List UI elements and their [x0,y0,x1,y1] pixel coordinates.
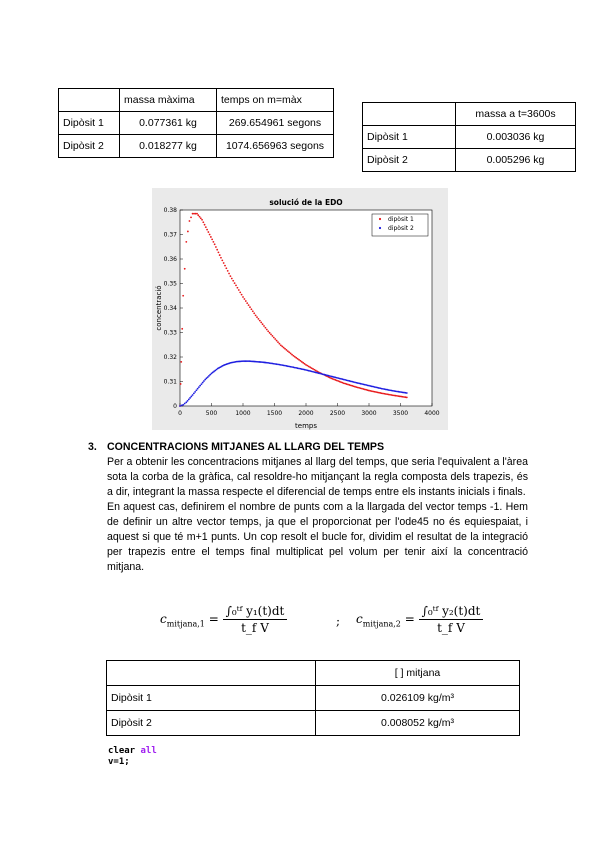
data-point-1 [221,260,223,262]
data-point-1 [205,226,207,228]
data-point-1 [232,280,234,282]
data-point-1 [212,241,214,243]
section-heading [88,440,528,455]
data-point-2 [406,392,408,394]
table-header-row [363,103,576,126]
data-point-2 [192,394,194,396]
data-point-1 [206,229,208,231]
header-cell: temps on m=màx [217,89,334,112]
edo-solution-chart [152,188,448,430]
y-tick-label: 0.32 [163,354,177,361]
formula-symbol: c [160,612,167,626]
data-point-1 [251,308,253,310]
data-point-1 [239,291,241,293]
table-header-row [59,89,334,112]
data-point-1 [288,351,290,353]
data-point-1 [185,241,187,243]
chart-plot-area [180,210,432,406]
table-mass-at-3600 [362,102,576,172]
data-point-1 [263,325,265,327]
formula-fraction [419,604,484,635]
data-point-1 [252,310,254,312]
cell-value: 0.005296 kg [456,149,576,172]
table-max-mass [58,88,334,158]
data-point-2 [201,383,203,385]
data-point-1 [249,306,251,308]
data-point-1 [256,316,258,318]
data-point-1 [199,216,201,218]
row-label: Dipòsit 1 [59,112,120,135]
data-point-2 [189,397,191,399]
row-label: Dipòsit 1 [107,686,316,711]
code-keyword: clear [108,746,136,756]
row-label: Dipòsit 1 [363,126,456,149]
y-tick-label: 0.35 [163,280,177,288]
x-tick-label: 1500 [266,410,283,417]
y-tick-label: 0.33 [163,329,177,337]
data-point-2 [182,404,184,406]
data-point-1 [227,270,229,272]
x-tick-label: 1000 [235,410,251,417]
y-tick-label: 0 [173,403,177,410]
data-point-1 [265,327,267,329]
data-point-1 [286,349,288,351]
data-point-1 [180,383,182,385]
data-point-1 [180,361,182,363]
data-point-1 [224,265,226,267]
data-point-1 [223,262,225,264]
table-header-row [107,661,520,686]
data-point-1 [210,236,212,238]
table-row [107,711,520,736]
data-point-1 [284,348,286,350]
data-point-1 [197,214,199,216]
header-cell [107,661,316,686]
data-point-1 [225,267,227,269]
data-point-1 [281,346,283,348]
formula-subscript: mitjana,1 [166,619,205,629]
data-point-1 [241,294,243,296]
section-number: 3. [88,441,97,453]
code-argument: all [140,746,157,756]
x-tick-label: 3000 [361,410,377,417]
header-cell [363,103,456,126]
x-tick-label: 0 [178,410,182,417]
data-point-2 [194,391,196,393]
cell-value: 0.008052 kg/m³ [316,711,520,736]
row-label: Dipòsit 2 [363,149,456,172]
table-row [107,686,520,711]
data-point-2 [193,393,195,395]
data-point-1 [207,231,209,233]
data-point-2 [199,385,201,387]
data-point-1 [201,219,203,221]
data-point-1 [270,333,272,335]
chart-title: solució de la EDO [269,198,343,207]
data-point-1 [245,300,247,302]
data-point-1 [291,354,293,356]
data-point-1 [189,220,191,222]
formula-denominator: t_f V [437,621,465,635]
cell-value: 0.003036 kg [456,126,576,149]
row-label: Dipòsit 2 [107,711,316,736]
data-point-2 [187,400,189,402]
data-point-1 [202,221,204,223]
data-point-1 [406,397,408,399]
data-point-1 [238,289,240,291]
y-tick-label: 0.36 [163,256,177,263]
row-label: Dipòsit 2 [59,135,120,158]
data-point-1 [196,213,198,215]
data-point-1 [287,350,289,352]
matlab-code [108,746,157,768]
cell-value: 0.026109 kg/m³ [316,686,520,711]
data-point-1 [200,217,202,219]
data-point-1 [274,338,276,340]
cell-value: 269.654961 segons [217,112,334,135]
data-point-1 [242,296,244,298]
cell-value: 0.077361 kg [120,112,217,135]
section-title: CONCENTRACIONS MITJANES AL LLARG DEL TEMPS [107,441,385,453]
data-point-1 [181,328,183,330]
data-point-1 [187,231,189,233]
data-point-2 [198,386,200,388]
data-point-1 [276,340,278,342]
data-point-1 [190,216,192,218]
data-point-1 [246,302,248,304]
data-point-1 [280,344,282,346]
y-tick-label: 0.31 [163,378,177,386]
data-point-1 [258,318,260,320]
chart-svg [152,188,448,430]
data-point-1 [248,304,250,306]
data-point-1 [216,249,218,251]
cell-value: 0.018277 kg [120,135,217,158]
data-point-2 [184,403,186,405]
formula-subscript: mitjana,2 [362,619,401,629]
mean-concentration-formula [160,600,480,640]
data-point-1 [283,347,285,349]
code-line [108,746,157,757]
y-tick-label: 0.37 [163,231,177,239]
section-mean-concentrations [88,440,528,575]
data-point-1 [231,278,233,280]
data-point-2 [197,388,199,390]
data-point-1 [266,329,268,331]
data-point-2 [202,382,204,384]
formula-fraction [223,604,288,635]
data-point-1 [273,337,275,339]
data-point-1 [209,234,211,236]
data-point-2 [195,389,197,391]
data-point-2 [203,380,205,382]
data-point-2 [188,398,190,400]
data-point-1 [228,273,230,275]
data-point-1 [253,312,255,314]
header-cell: massa màxima [120,89,217,112]
data-point-1 [182,295,184,297]
data-point-2 [181,404,183,406]
data-point-2 [179,405,181,407]
legend-label-2: dipòsit 2 [388,225,414,232]
data-point-1 [184,268,186,270]
x-tick-label: 2500 [329,410,346,417]
data-point-1 [269,332,271,334]
formula-numerator: ∫₀ᵗᶠ y₂(t)dt [419,604,484,620]
chart-y-axis-label: concentració [155,285,163,331]
data-point-1 [244,298,246,300]
data-point-1 [290,353,292,355]
formula-separator: ; [336,614,341,628]
data-point-1 [215,246,217,248]
legend-marker-2 [379,227,381,229]
data-point-1 [267,330,269,332]
data-point-2 [190,396,192,398]
formula-numerator: ∫₀ᵗᶠ y₁(t)dt [223,604,288,620]
data-point-1 [262,323,264,325]
data-point-1 [230,275,232,277]
table-row [363,126,576,149]
data-point-1 [259,320,261,322]
data-point-1 [219,254,221,256]
header-cell [59,89,120,112]
x-tick-label: 3500 [392,410,409,417]
paragraph: En aquest cas, definirem el nombre de punts com a la llargada del vector temps -1. Hem de definir un altre vector temps, ja que el proporcionat per l'ode45 no és equiespaiat, i aquest si que té m+1 punts. Un cop resolt el bucle for, dividim el resultat de la integració per trapezis entre el temps final multiplicat pel volum per tenir així la concentració mitjana. [107,501,528,573]
data-point-1 [279,343,281,345]
y-tick-label: 0.34 [163,305,177,312]
data-point-1 [234,282,236,284]
legend-label-1: dipòsit 1 [388,216,414,223]
data-point-1 [204,224,206,226]
data-point-2 [185,401,187,403]
cell-value: 1074.656963 segons [217,135,334,158]
data-point-1 [272,335,274,337]
data-point-1 [277,341,279,343]
formula-symbol: c [356,612,363,626]
legend-marker-1 [379,218,381,220]
chart-x-axis-label: temps [295,422,317,430]
header-cell: [ ] mitjana [316,661,520,686]
data-point-1 [237,287,239,289]
code-line: v=1; [108,757,130,767]
header-cell: massa a t=3600s [456,103,576,126]
formula-term-1: $c_{mitjana,1}$ = $\frac{\text{∫₀ᵗᶠ y₁(t)dt}}{\text{t\_f V}}$ [160,604,287,635]
table-row [59,112,334,135]
table-row [363,149,576,172]
data-point-1 [255,314,257,316]
formula-term-2: $c_{mitjana,2}$ = $\frac{\text{∫₀ᵗᶠ y₂(t)dt}}{\text{t\_f V}}$ [356,604,483,635]
table-mean-concentration [106,660,520,736]
y-tick-label: 0.38 [163,207,177,214]
data-point-1 [214,243,216,245]
formula-denominator: t_f V [241,621,269,635]
data-point-1 [235,285,237,287]
paragraph: Per a obtenir les concentracions mitjanes al llarg del temps, que seria l'equivalent a l'àrea sota la corba de la gràfica, cal resoldre-ho mitjançant la regla composta dels trapezis, és a dir, integrant la massa respecte el diferencial de temps entre els instants inicials i finals. [107,456,528,498]
x-tick-label: 2000 [298,410,314,417]
data-point-1 [260,322,262,324]
x-tick-label: 4000 [424,410,440,417]
data-point-1 [211,239,213,241]
data-point-1 [220,257,222,259]
table-row [59,135,334,158]
x-tick-label: 500 [205,410,218,417]
data-point-1 [218,251,220,253]
